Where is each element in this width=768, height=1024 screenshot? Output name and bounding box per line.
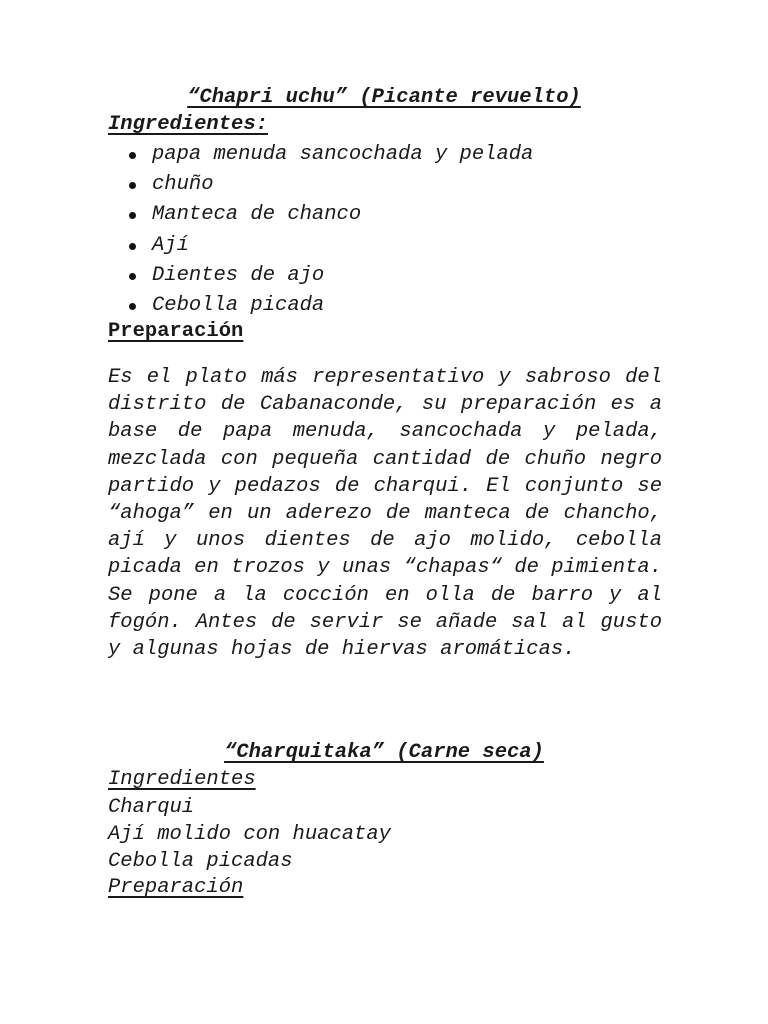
list-item: Cebolla picada bbox=[0, 293, 533, 323]
bullet-icon bbox=[129, 152, 136, 159]
recipe-title-text: “Charquitaka” (Carne seca) bbox=[224, 741, 544, 764]
recipe-title-chapri-uchu bbox=[0, 85, 768, 111]
list-item: Manteca de chanco bbox=[0, 202, 533, 232]
bullet-icon bbox=[129, 182, 136, 189]
bullet-icon bbox=[129, 273, 136, 280]
list-item: Ají molido con huacatay bbox=[108, 823, 391, 846]
preparation-heading-2: Preparación bbox=[108, 876, 244, 899]
preparation-paragraph: Es el plato más representativo y sabroso del distrito de Cabanaconde, su preparación es a base de papa menuda, sancochada y pelada, mezclada con pequeña cantidad de chuño negro partido y pedazos de charqui. El conjunto se “ahoga” en un aderezo de manteca de chancho, ají y unos dientes de ajo molido, cebolla picada en trozos y unas “chapas“ de pimienta. Se pone a la cocción en olla de barro y al fogón. Antes de servir se añade sal al gusto y algunas hojas de hiervas aromáticas. bbox=[108, 366, 662, 662]
list-item: chuño bbox=[0, 172, 533, 202]
ingredients-heading-2: Ingredientes bbox=[108, 768, 256, 791]
bullet-icon bbox=[129, 212, 136, 219]
list-item: Charqui bbox=[108, 796, 195, 819]
recipe-title-charquitaka bbox=[0, 740, 768, 766]
bullet-icon bbox=[129, 303, 136, 310]
list-item: papa menuda sancochada y pelada bbox=[0, 142, 533, 172]
preparation-heading: Preparación bbox=[108, 320, 244, 343]
ingredients-list bbox=[0, 142, 533, 323]
list-item: Dientes de ajo bbox=[0, 263, 533, 293]
recipe-title-text: “Chapri uchu” (Picante revuelto) bbox=[187, 86, 581, 109]
list-item: Ají bbox=[0, 233, 533, 263]
ingredients-list-2 bbox=[108, 794, 391, 875]
list-item: Cebolla picadas bbox=[108, 850, 293, 873]
bullet-icon bbox=[129, 243, 136, 250]
ingredients-heading: Ingredientes: bbox=[108, 113, 268, 136]
